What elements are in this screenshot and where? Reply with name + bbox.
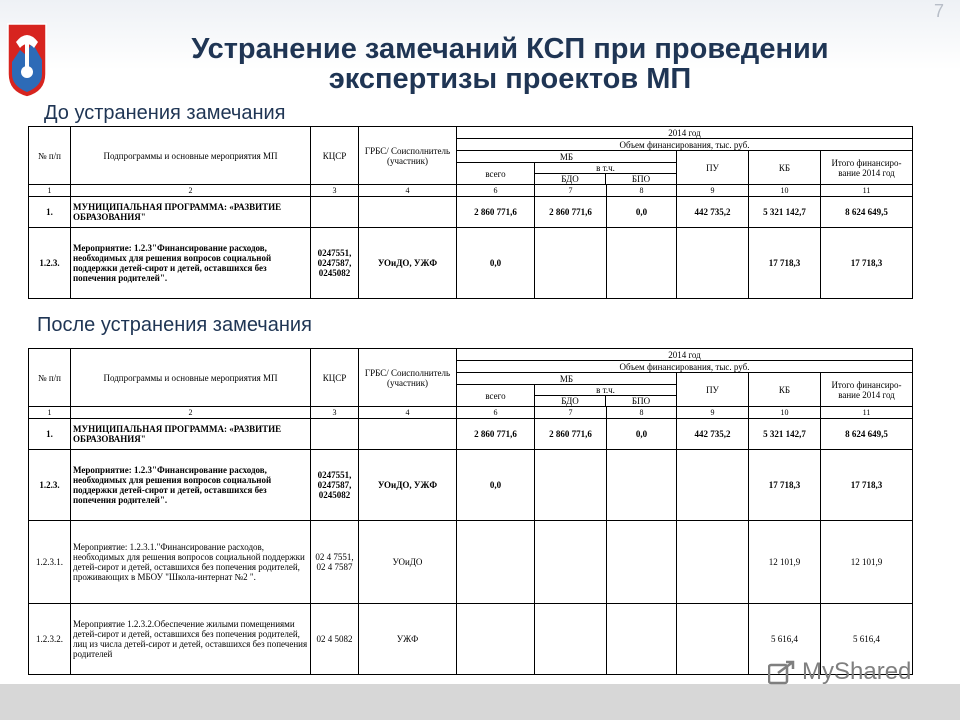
measure-kcsr: 0247551, 0247587, 0245082 xyxy=(311,450,359,521)
program-bpo: 0,0 xyxy=(607,197,677,228)
col-number: 3 xyxy=(311,407,359,419)
sub2-pu xyxy=(677,604,749,675)
col-number: 1 xyxy=(29,185,71,197)
hdr-bdo: БДО xyxy=(535,174,606,184)
measure-total: 0,0 xyxy=(457,228,535,299)
hdr-bdo: БДО xyxy=(535,396,606,406)
sub1-total xyxy=(457,521,535,604)
sub2-name: Мероприятие 1.2.3.2.Обеспечение жилыми помещениями детей-сирот и детей, оставшихся без попечения родителей, лиц из числа детей-сирот и детей, оставшихся без попечения родителей xyxy=(71,604,311,675)
hdr-mb: МБ xyxy=(457,373,677,385)
sub2-grbs: УЖФ xyxy=(359,604,457,675)
program-grbs xyxy=(359,197,457,228)
hdr-subprograms: Подпрограммы и основные мероприятия МП xyxy=(71,349,311,407)
program-name: МУНИЦИПАЛЬНАЯ ПРОГРАММА: «РАЗВИТИЕ ОБРАЗОВАНИЯ" xyxy=(71,419,311,450)
hdr-year: 2014 год xyxy=(457,349,913,361)
title-line-2: экспертизы проектов МП xyxy=(328,63,692,95)
slide-number: 7 xyxy=(933,1,944,21)
table-after xyxy=(28,348,913,675)
hdr-itog: Итого финансиро-вание 2014 год xyxy=(821,373,913,407)
hdr-pu: ПУ xyxy=(677,373,749,407)
hdr-kcsr: КЦСР xyxy=(311,127,359,185)
measure-grbs: УОиДО, УЖФ xyxy=(359,228,457,299)
program-kcsr xyxy=(311,419,359,450)
hdr-kb: КБ xyxy=(749,373,821,407)
sub2-itog: 5 616,4 xyxy=(821,604,913,675)
sub1-pu xyxy=(677,521,749,604)
col-number: 4 xyxy=(359,185,457,197)
measure-grbs: УОиДО, УЖФ xyxy=(359,450,457,521)
sub1-kb: 12 101,9 xyxy=(749,521,821,604)
program-total: 2 860 771,6 xyxy=(457,197,535,228)
hdr-num: № п/п xyxy=(29,349,71,407)
sub2-total xyxy=(457,604,535,675)
measure-total: 0,0 xyxy=(457,450,535,521)
sub1-kcsr: 02 4 7551, 02 4 7587 xyxy=(311,521,359,604)
program-pu: 442 735,2 xyxy=(677,197,749,228)
measure-kcsr: 0247551, 0247587, 0245082 xyxy=(311,228,359,299)
col-number: 9 xyxy=(677,407,749,419)
hdr-kcsr: КЦСР xyxy=(311,349,359,407)
hdr-incl: в т.ч. xyxy=(535,385,676,396)
program-grbs xyxy=(359,419,457,450)
section-after-title: После устранения замечания xyxy=(37,314,312,336)
col-number: 8 xyxy=(607,407,677,419)
hdr-bpo: БПО xyxy=(631,396,651,406)
title-line-1: Устранение замечаний КСП при проведении xyxy=(191,33,829,65)
sub1-itog: 12 101,9 xyxy=(821,521,913,604)
col-number: 10 xyxy=(749,185,821,197)
measure-bdo xyxy=(535,450,607,521)
hdr-mb: МБ xyxy=(457,151,677,163)
measure-bpo xyxy=(607,228,677,299)
program-pu: 442 735,2 xyxy=(677,419,749,450)
program-name: МУНИЦИПАЛЬНАЯ ПРОГРАММА: «РАЗВИТИЕ ОБРАЗОВАНИЯ" xyxy=(71,197,311,228)
hdr-incl-split xyxy=(535,396,676,406)
hdr-incl: в т.ч. xyxy=(535,163,676,174)
program-kcsr xyxy=(311,197,359,228)
col-number: 3 xyxy=(311,185,359,197)
col-number: 7 xyxy=(535,185,607,197)
program-bpo: 0,0 xyxy=(607,419,677,450)
program-kb: 5 321 142,7 xyxy=(749,419,821,450)
sub2-num: 1.2.3.2. xyxy=(29,604,71,675)
sub1-name: Мероприятие: 1.2.3.1."Финансирование расходов, необходимых для решения вопросов социальной поддержки детей-сирот и детей, оставшихся без попечения родителей, проживающих в МБОУ "Школа-интернат №2 ". xyxy=(71,521,311,604)
hdr-grbs: ГРБС/ Соисполнитель (участник) xyxy=(359,349,457,407)
hdr-total: всего xyxy=(457,163,535,185)
table-before xyxy=(28,126,913,299)
section-before-title: До устранения замечания xyxy=(44,102,286,124)
program-num: 1. xyxy=(29,197,71,228)
measure-num: 1.2.3. xyxy=(29,228,71,299)
measure-bpo xyxy=(607,450,677,521)
measure-name: Мероприятие: 1.2.3"Финансирование расходов, необходимых для решения вопросов социальной поддержки детей-сирот и детей, оставшихся без попечения родителей". xyxy=(71,450,311,521)
measure-pu xyxy=(677,228,749,299)
col-number: 9 xyxy=(677,185,749,197)
page-title xyxy=(120,34,900,94)
measure-itog: 17 718,3 xyxy=(821,450,913,521)
sub2-bdo xyxy=(535,604,607,675)
measure-bdo xyxy=(535,228,607,299)
program-num: 1. xyxy=(29,419,71,450)
col-number: 1 xyxy=(29,407,71,419)
watermark xyxy=(768,656,911,688)
hdr-kb: КБ xyxy=(749,151,821,185)
watermark-text: MyShared xyxy=(802,658,912,685)
sub1-num: 1.2.3.1. xyxy=(29,521,71,604)
footer-band xyxy=(0,684,960,720)
hdr-year: 2014 год xyxy=(457,127,913,139)
program-kb: 5 321 142,7 xyxy=(749,197,821,228)
sub1-bpo xyxy=(607,521,677,604)
myshared-logo-icon xyxy=(768,659,796,685)
hdr-volume: Объем финансирования, тыс. руб. xyxy=(457,361,913,373)
col-number: 6 xyxy=(457,185,535,197)
program-total: 2 860 771,6 xyxy=(457,419,535,450)
hdr-incl-split xyxy=(535,174,676,184)
col-number: 6 xyxy=(457,407,535,419)
hdr-grbs: ГРБС/ Соисполнитель (участник) xyxy=(359,127,457,185)
hdr-total: всего xyxy=(457,385,535,407)
hdr-incl-cell xyxy=(535,163,677,185)
measure-kb: 17 718,3 xyxy=(749,450,821,521)
col-number: 11 xyxy=(821,407,913,419)
city-emblem-icon xyxy=(6,22,48,98)
program-itog: 8 624 649,5 xyxy=(821,419,913,450)
measure-name: Мероприятие: 1.2.3"Финансирование расходов, необходимых для решения вопросов социальной поддержки детей-сирот и детей, оставшихся без попечения родителей". xyxy=(71,228,311,299)
col-number: 8 xyxy=(607,185,677,197)
sub2-bpo xyxy=(607,604,677,675)
hdr-pu: ПУ xyxy=(677,151,749,185)
hdr-num: № п/п xyxy=(29,127,71,185)
col-number: 2 xyxy=(71,185,311,197)
col-number: 11 xyxy=(821,185,913,197)
program-bdo: 2 860 771,6 xyxy=(535,197,607,228)
hdr-bpo: БПО xyxy=(631,174,651,184)
sub1-grbs: УОиДО xyxy=(359,521,457,604)
col-number: 4 xyxy=(359,407,457,419)
program-bdo: 2 860 771,6 xyxy=(535,419,607,450)
hdr-incl-cell xyxy=(535,385,677,407)
measure-itog: 17 718,3 xyxy=(821,228,913,299)
hdr-volume: Объем финансирования, тыс. руб. xyxy=(457,139,913,151)
sub2-kcsr: 02 4 5082 xyxy=(311,604,359,675)
hdr-itog: Итого финансиро-вание 2014 год xyxy=(821,151,913,185)
measure-kb: 17 718,3 xyxy=(749,228,821,299)
measure-pu xyxy=(677,450,749,521)
col-number: 2 xyxy=(71,407,311,419)
col-number: 7 xyxy=(535,407,607,419)
col-number: 10 xyxy=(749,407,821,419)
sub2-kb: 5 616,4 xyxy=(749,604,821,675)
measure-num: 1.2.3. xyxy=(29,450,71,521)
program-itog: 8 624 649,5 xyxy=(821,197,913,228)
hdr-subprograms: Подпрограммы и основные мероприятия МП xyxy=(71,127,311,185)
sub1-bdo xyxy=(535,521,607,604)
